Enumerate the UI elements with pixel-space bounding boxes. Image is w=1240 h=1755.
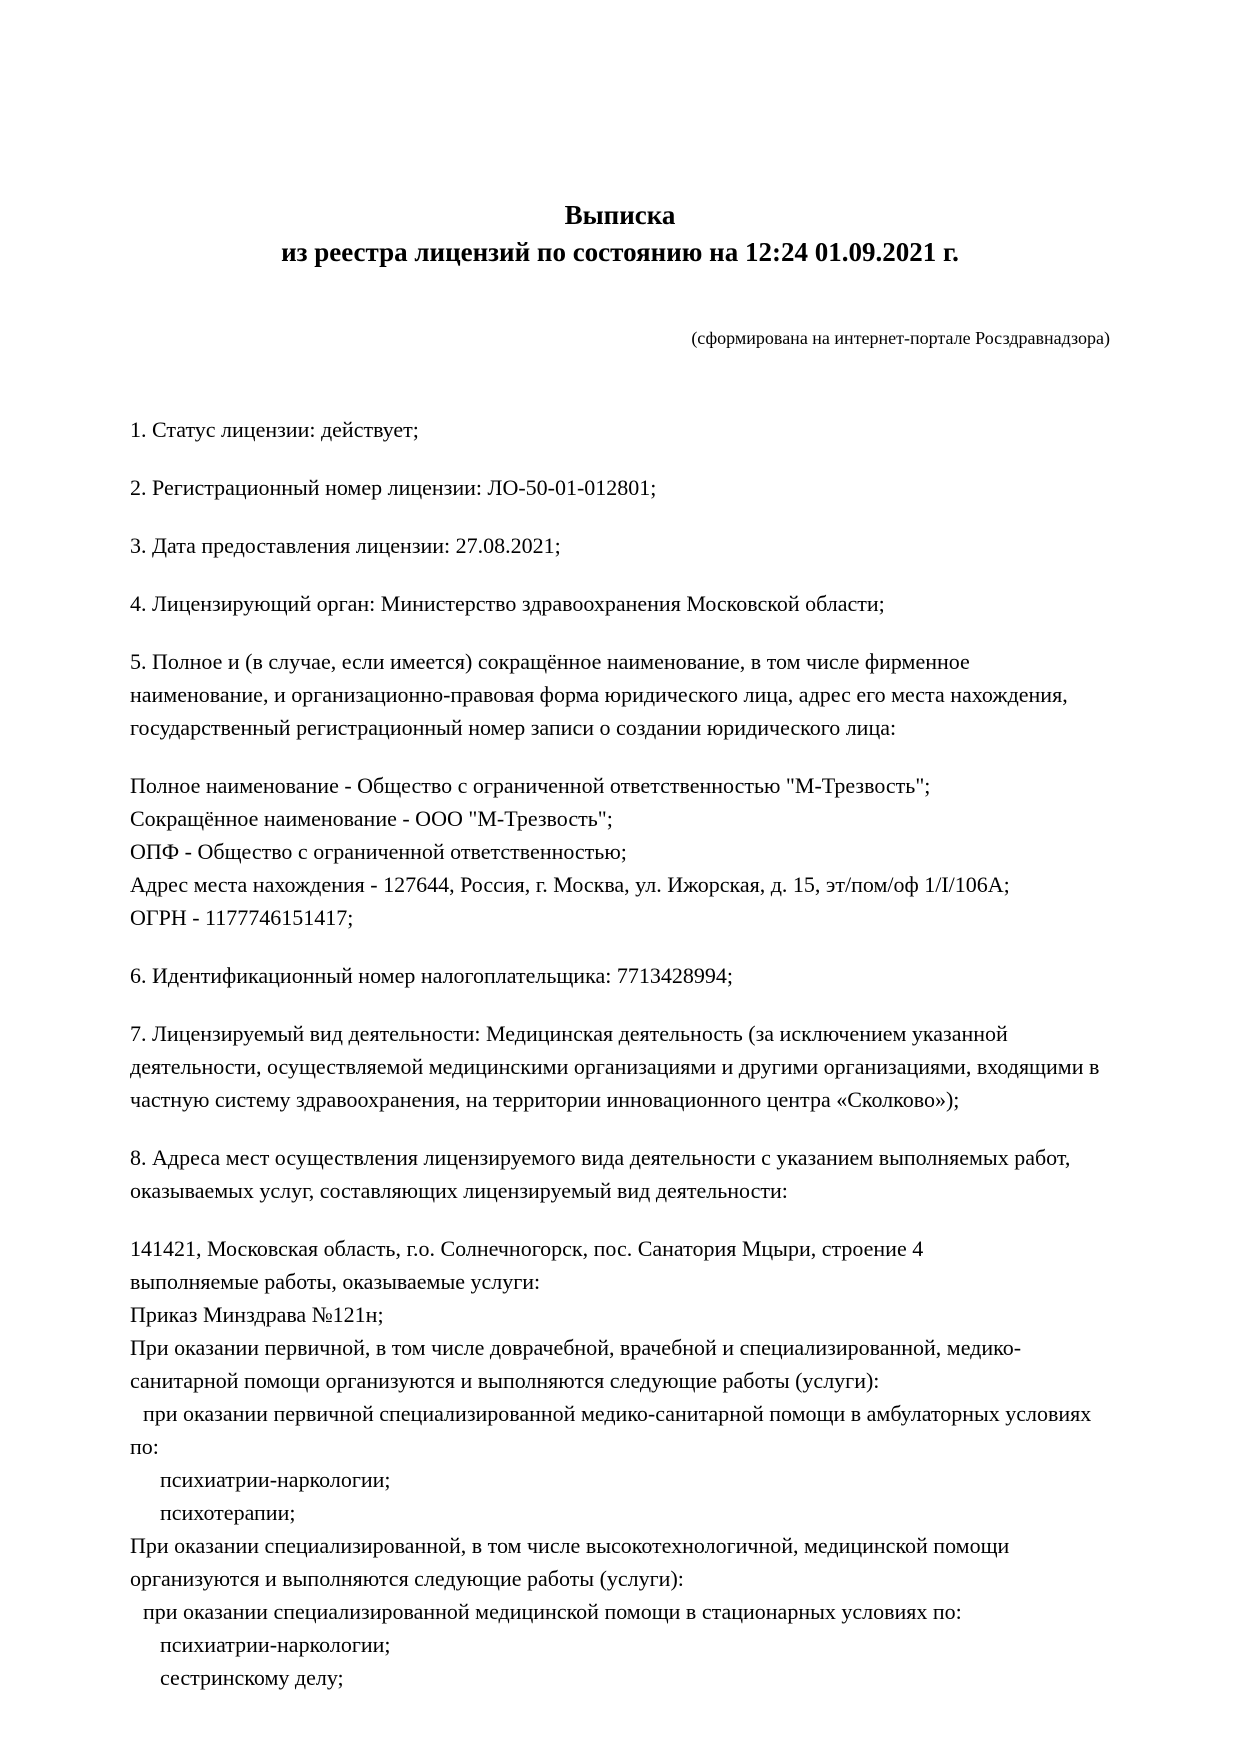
text-line: психиатрии-наркологии;	[160, 1632, 391, 1657]
text-line: при оказании первичной специализированной медико-санитарной помощи в амбулаторных условиях по:	[130, 1401, 1097, 1459]
text-line: 7. Лицензируемый вид деятельности: Медицинская деятельность (за исключением указанной деятельности, осуществляемой медицинскими организациями и другими организациями, входящими в частную систему здравоохранения, на территории инновационного центра «Сколково»);	[130, 1021, 1105, 1112]
text-block	[130, 529, 1110, 562]
text-line: Полное наименование - Общество с ограниченной ответственностью "М-Трезвость";	[130, 773, 931, 798]
document-subtitle: (сформирована на интернет-портале Росздравнадзора)	[691, 328, 1110, 348]
text-line: ОПФ - Общество с ограниченной ответственностью;	[130, 839, 627, 864]
text-line: При оказании первичной, в том числе доврачебной, врачебной и специализированной, медико-санитарной помощи организуются и выполняются следующие работы (услуги):	[130, 1335, 1022, 1393]
document-title-line2: из реестра лицензий по состоянию на 12:24 01.09.2021 г.	[281, 237, 959, 267]
text-line: 3. Дата предоставления лицензии: 27.08.2021;	[130, 533, 561, 558]
text-line: При оказании специализированной, в том числе высокотехнологичной, медицинской помощи организуются и выполняются следующие работы (услуги):	[130, 1533, 1015, 1591]
text-block	[130, 769, 1110, 934]
text-block	[130, 587, 1110, 620]
document-title	[130, 197, 1110, 271]
text-block	[130, 413, 1110, 446]
text-line: 1. Статус лицензии: действует;	[130, 417, 419, 442]
text-line: Адрес места нахождения - 127644, Россия, г. Москва, ул. Ижорская, д. 15, эт/пом/оф 1/I/106А;	[130, 872, 1010, 897]
text-line: ОГРН - 1177746151417;	[130, 905, 354, 930]
text-block	[130, 1232, 1110, 1694]
text-line: 2. Регистрационный номер лицензии: ЛО-50-01-012801;	[130, 475, 657, 500]
text-block	[130, 471, 1110, 504]
text-line: Сокращённое наименование - ООО "М-Трезвость";	[130, 806, 613, 831]
text-block	[130, 1017, 1110, 1116]
document-title-line1: Выписка	[564, 200, 676, 230]
text-line: сестринскому делу;	[160, 1665, 344, 1690]
text-block	[130, 1141, 1110, 1207]
text-block	[130, 645, 1110, 744]
text-line: выполняемые работы, оказываемые услуги:	[130, 1269, 541, 1294]
text-line: при оказании специализированной медицинской помощи в стационарных условиях по:	[143, 1599, 962, 1624]
text-line: психиатрии-наркологии;	[160, 1467, 391, 1492]
text-line: 6. Идентификационный номер налогоплательщика: 7713428994;	[130, 963, 733, 988]
text-line: 8. Адреса мест осуществления лицензируемого вида деятельности с указанием выполняемых работ, оказываемых услуг, составляющих лицензируемый вид деятельности:	[130, 1145, 1076, 1203]
document-body	[130, 413, 1110, 1694]
text-line: 141421, Московская область, г.о. Солнечногорск, пос. Санатория Мцыри, строение 4	[130, 1236, 924, 1261]
text-line: 5. Полное и (в случае, если имеется) сокращённое наименование, в том числе фирменное наименование, и организационно-правовая форма юридического лица, адрес его места нахождения, государственный регистрационный номер записи о создании юридического лица:	[130, 649, 1074, 740]
text-line: психотерапии;	[160, 1500, 296, 1525]
text-block	[130, 959, 1110, 992]
text-line: 4. Лицензирующий орган: Министерство здравоохранения Московской области;	[130, 591, 885, 616]
text-line: Приказ Минздрава №121н;	[130, 1302, 384, 1327]
